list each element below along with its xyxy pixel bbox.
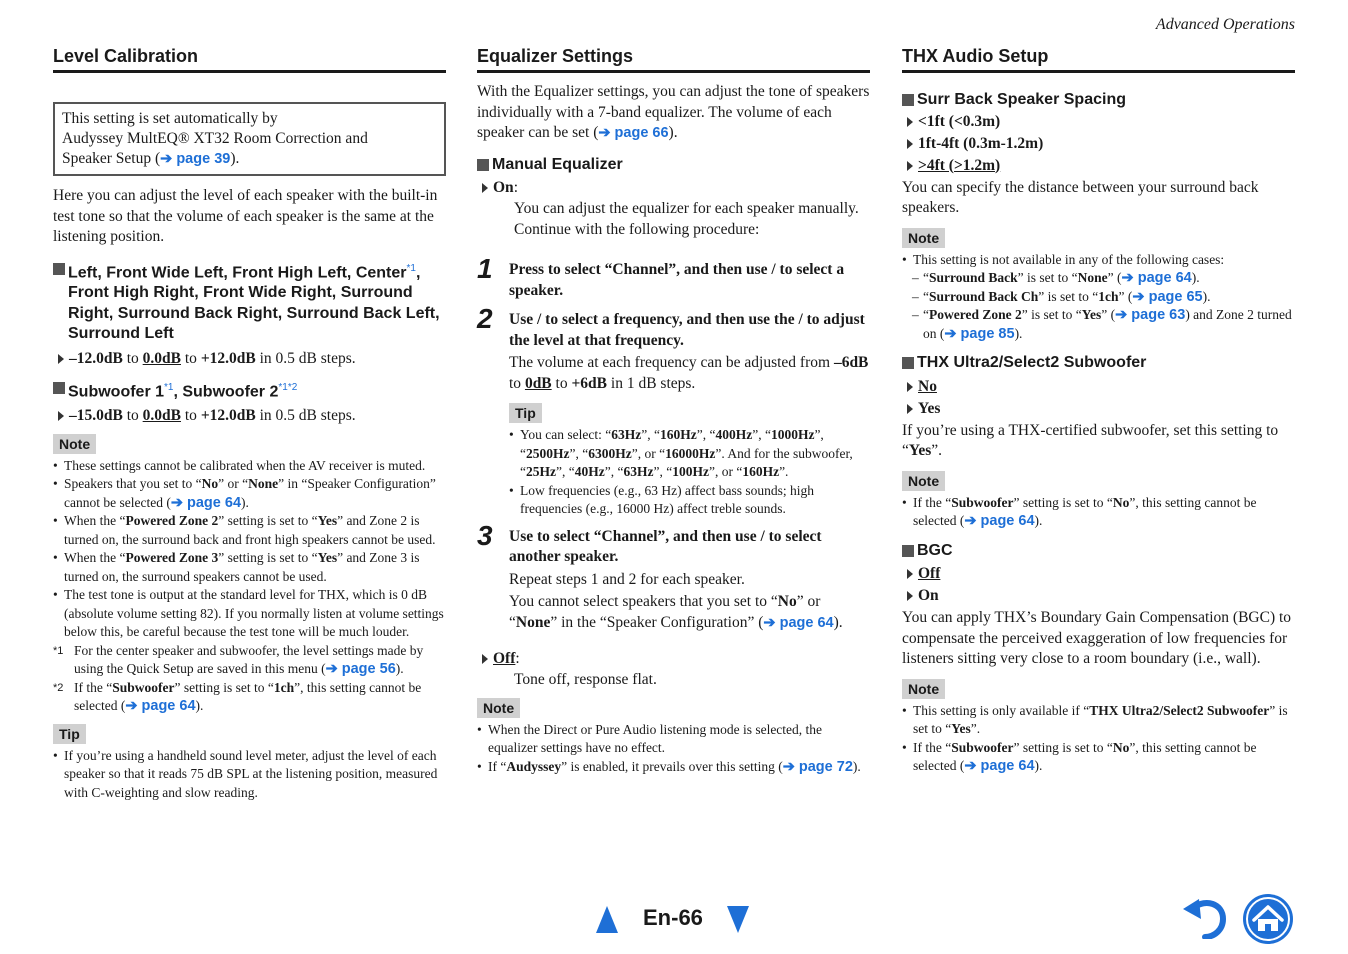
square-bullet-icon (53, 263, 65, 275)
page-number: En-66 (643, 905, 703, 930)
option-off: Off: (477, 648, 870, 670)
tip-label: Tip (53, 724, 86, 744)
option-on: On: (477, 177, 870, 199)
page-link[interactable]: ➔ page 64 (1121, 270, 1192, 286)
option-item: Yes (902, 398, 1295, 420)
footnote-1: *1 For the center speaker and subwoofer, the level settings made by using the Quick Setup are saved in this menu (➔ page 56). (53, 642, 424, 678)
step-2: 2 Use / to select a frequency, and then use the / to adjust the level at that frequency. The volume at each frequency can be adjusted from –6dB to 0dB to +6dB in 1 dB steps. Tip • You can select: “63Hz”, “160Hz”, “400Hz”, “1000Hz”, “2500Hz”, “6300Hz”, or “16000Hz”. And for the subwoofer, “25Hz”, “40Hz”, “63Hz”, “100Hz”, or “160Hz”. • Low frequencies (e.g., 63 Hz) affect bass sounds; high frequencies (e.g., 16000 Hz) affect treble sounds. (477, 310, 870, 519)
surr-back-spacing-heading: Surr Back Speaker Spacing (902, 90, 1295, 111)
square-bullet-icon (53, 382, 65, 394)
auto-setting-box: This setting is set automatically by Audyssey MultEQ® XT32 Room Correction and Speaker Setup (➔ page 39). (53, 102, 446, 176)
option-item: No (902, 376, 1295, 398)
triangle-bullet-icon (907, 382, 913, 392)
page-link[interactable]: ➔ page 65 (1132, 288, 1203, 305)
off-description: Tone off, response flat. (514, 671, 657, 688)
option-item: <1ft (<0.3m) (902, 111, 1295, 133)
triangle-bullet-icon (58, 354, 64, 364)
thx-subwoofer-heading: THX Ultra2/Select2 Subwoofer (902, 353, 1295, 374)
option-item: >4ft (>1.2m) (902, 155, 1295, 177)
note-label: Note (53, 434, 96, 454)
tip-label: Tip (509, 403, 542, 423)
triangle-bullet-icon (907, 161, 913, 171)
triangle-bullet-icon (907, 569, 913, 579)
column-equalizer (477, 46, 870, 776)
intro-text: Here you can adjust the level of each speaker with the built-in test tone so that the volume of each speaker is the same at the listening position. (53, 187, 438, 245)
tip-list: • You can select: “63Hz”, “160Hz”, “400Hz”, “1000Hz”, “2500Hz”, “6300Hz”, or “16000Hz”. And for the subwoofer, “25Hz”, “40Hz”, “63Hz”, “100Hz”, or “160Hz”. • Low frequencies (e.g., 63 Hz) affect bass sounds; high frequencies (e.g., 16000 Hz) affect treble sounds. (509, 426, 870, 519)
subwoofer-level-heading: Subwoofer 1$^{*1}$, Subwoofer $2^{*1*2}$ (53, 378, 446, 403)
intro-text: With the Equalizer settings, you can adjust the tone of speakers individually with a 7-band equalizer. The volume of each speaker can be set (➔ page 66). (477, 83, 870, 141)
page-link[interactable]: ➔ page 39 (160, 151, 231, 167)
page-link[interactable]: ➔ page 72 (782, 758, 853, 775)
column-level-calibration (53, 46, 446, 802)
triangle-bullet-icon (58, 411, 64, 421)
triangle-bullet-icon (907, 404, 913, 414)
on-description: You can adjust the equalizer for each speaker manually. Continue with the following procedure: (514, 200, 859, 238)
note-list: • If the “Subwoofer” setting is set to “No”, this setting cannot be selected (➔ page 64). (902, 494, 1295, 531)
manual-equalizer-heading: Manual Equalizer (477, 155, 870, 176)
triangle-bullet-icon (907, 117, 913, 127)
page-link[interactable]: ➔ page 63 (1115, 307, 1186, 323)
tip-list: • If you’re using a handheld sound level meter, adjust the level of each speaker so that it reads 75 dB SPL at the listening position, measured with C-weighting and slow reading. (53, 747, 446, 803)
next-page-icon[interactable] (727, 906, 749, 933)
note-label: Note (902, 679, 945, 699)
running-header: Advanced Operations (1155, 16, 1295, 33)
footnote-2: *2 If the “Subwoofer” setting is set to “1ch”, this setting cannot be selected (➔ page 64). (53, 679, 422, 715)
note-list: • This setting is not available in any of the following cases: (902, 251, 1295, 270)
note-list: • When the Direct or Pure Audio listening mode is selected, the equalizer settings have no effect. • If “Audyssey” is enabled, it prevails over this setting (➔ page 72). (477, 721, 870, 777)
home-icon[interactable] (1242, 893, 1294, 945)
page-link[interactable]: ➔ page 85 (944, 325, 1015, 342)
step-1: 1 Press to select “Channel”, and then use / to select a speaker. (477, 253, 845, 299)
note-list: • This setting is only available if “THX Ultra2/Select2 Subwoofer” is set to “Yes”. • If the “Subwoofer” setting is set to “No”, this setting cannot be selected (➔ page 64). (902, 702, 1295, 776)
speaker-level-heading: Left, Front Wide Left, Front High Left, Center$^{*1}$, Front High Right, Front Wide Right, Surround Right, Surround Back Right, Surround Back Left, Surround Left (53, 259, 446, 345)
triangle-bullet-icon (907, 139, 913, 149)
page-link[interactable]: ➔ page 64 (125, 698, 196, 715)
note-label: Note (902, 228, 945, 248)
section-title: Equalizer Settings (477, 46, 870, 73)
level-range: –12.0dB to 0.0dB to +12.0dB in 0.5 dB steps. (53, 348, 446, 370)
option-item: On (902, 585, 1295, 607)
section-title: THX Audio Setup (902, 46, 1295, 73)
page-link[interactable]: ➔ page 64 (964, 513, 1035, 529)
back-icon[interactable] (1181, 897, 1229, 939)
page-link[interactable]: ➔ page 64 (170, 494, 242, 511)
section-title: Level Calibration (53, 46, 446, 73)
triangle-bullet-icon (482, 654, 488, 664)
option-item: Off (902, 563, 1295, 585)
square-bullet-icon (477, 159, 489, 171)
square-bullet-icon (902, 94, 914, 106)
subwoofer-range: –15.0dB to 0.0dB to +12.0dB in 0.5 dB steps. (53, 405, 446, 427)
page-link[interactable]: ➔ page 56 (325, 661, 396, 678)
bgc-heading: BGC (902, 541, 1295, 562)
page-link[interactable]: ➔ page 66 (598, 125, 669, 141)
page-link[interactable]: ➔ page 64 (964, 758, 1035, 774)
step-3: 3 Use to select “Channel”, and then use / to select another speaker. Repeat steps 1 and 2 for each speaker. You cannot select speakers that you set to “No” or “None” in the “Speaker Configuration” (➔ page 64). (477, 519, 843, 631)
option-item: 1ft-4ft (0.3m-1.2m) (902, 133, 1295, 155)
triangle-bullet-icon (907, 591, 913, 601)
square-bullet-icon (902, 545, 914, 557)
previous-page-icon[interactable] (596, 906, 618, 933)
square-bullet-icon (902, 357, 914, 369)
column-thx-audio-setup: THX Audio Setup Surr Back Speaker Spacing <1ft (<0.3m) 1ft-4ft (0.3m-1.2m) >4ft (>1.2m) You can specify the distance between your surround back speakers. Note • This setting is not available in any of the following cases: – “Surround Back” is set to “None” (➔ page 64). – “Surround Back Ch” is set to “1ch” (➔ page 65). – “Powered Zone 2” is set to “Yes” (➔ page 63) and Zone 2 turned on (➔ page 85). THX Ultra2/Select2 Subwoofer No Yes If you’re using a THX-certified subwoofer, set this setting to “Yes”. Note • If the “Subwoofer” setting is set to “No”, this setting cannot be selected (➔ page 64). BGC Off On You can apply THX’s Boundary Gain Compensation (BGC) to compensate the perceived exaggeration of low frequencies for listeners sitting very close to a room boundary (i.e., wall). Note • This setting is only available if “THX Ultra2/Select2 Subwoofer” is set to “Yes”. • If the “Subwoofer” setting is set to “No”, this setting cannot be selected (➔ page 64). (902, 46, 1295, 776)
page-link[interactable]: ➔ page 64 (763, 614, 834, 631)
note-list: • These settings cannot be calibrated when the AV receiver is muted. • Speakers that you set to “No” or “None” in “Speaker Configuration” cannot be selected (➔ page 64). • When the “Powered Zone 2” setting is set to “Yes” and Zone 2 is turned on, the surround back and front high speakers cannot be used. • When the “Powered Zone 3” setting is set to “Yes” and Zone 3 is turned on, the surround speakers cannot be used. • The test tone is output at the standard level for THX, which is 0 dB (absolute volume setting 82). If you normally listen at volume settings below this, be careful because the test tone will be much louder. (53, 457, 446, 642)
note-label: Note (902, 471, 945, 491)
note-label: Note (477, 698, 520, 718)
triangle-bullet-icon (482, 183, 488, 193)
